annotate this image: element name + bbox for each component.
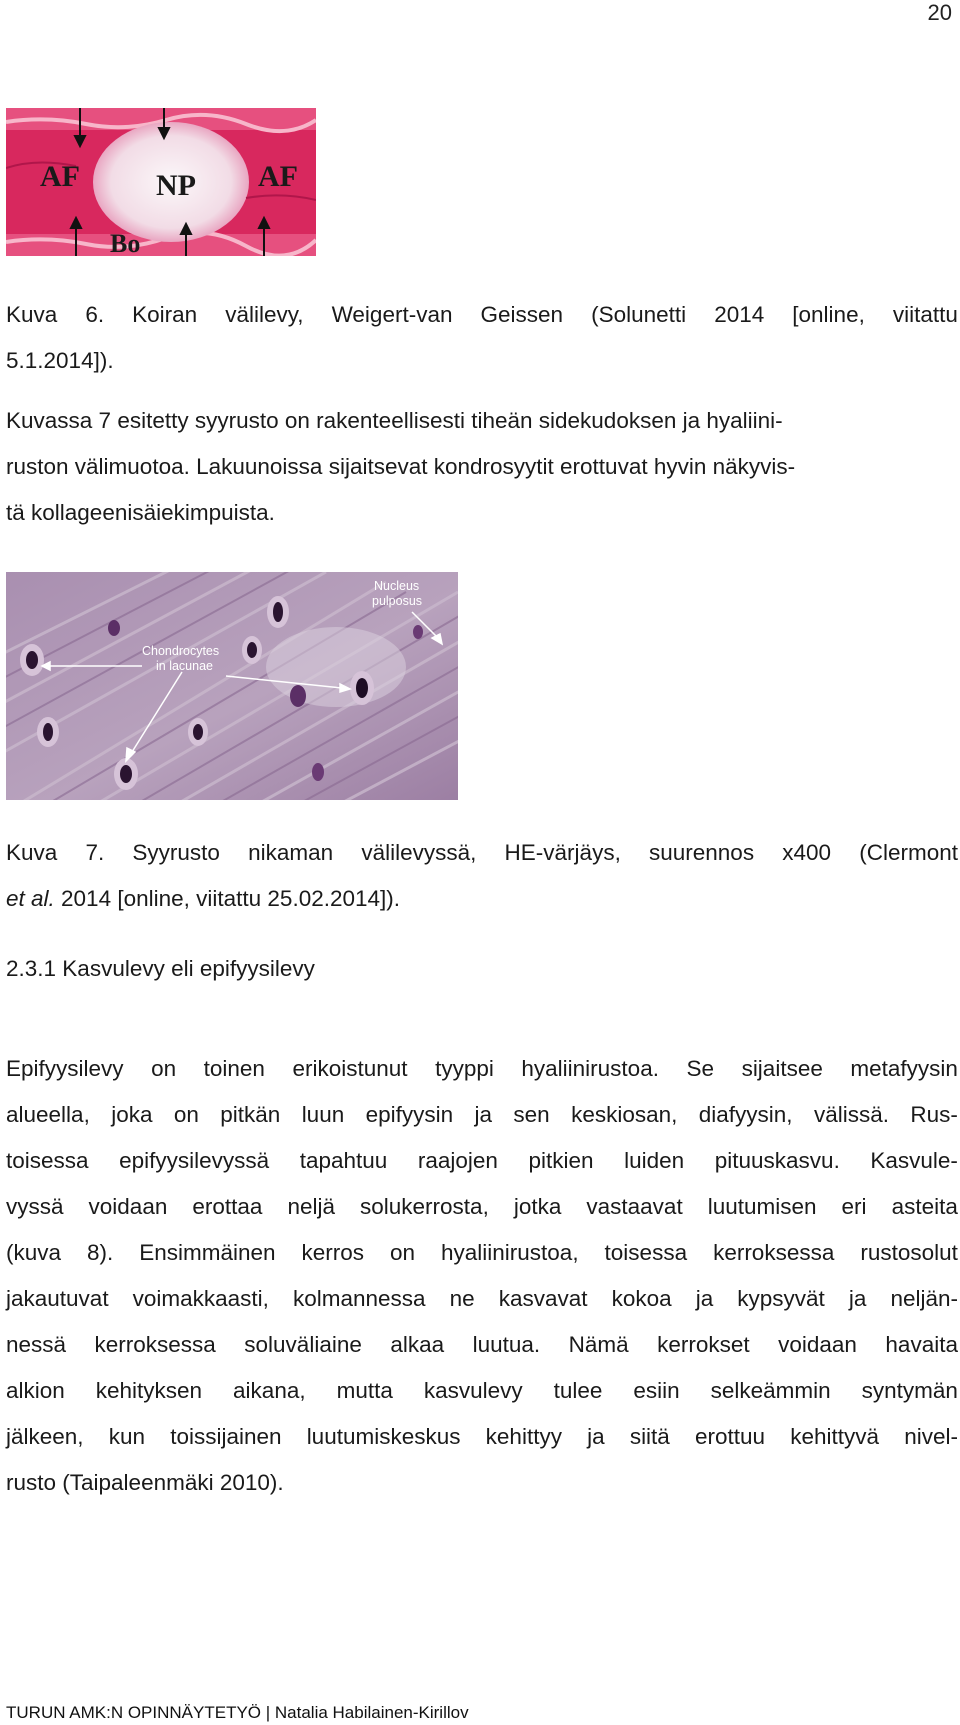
word: rustosolut	[860, 1240, 958, 1265]
word: kokoa	[611, 1286, 672, 1311]
word: (Solunetti	[591, 302, 687, 327]
word: Se	[686, 1056, 715, 1081]
word: siitä	[629, 1424, 670, 1449]
paragraph-line: tä kollageenisäiekimpuista.	[6, 500, 275, 525]
label-bo: Bo	[110, 229, 141, 256]
word: luutua.	[472, 1332, 541, 1357]
word: x400	[782, 840, 832, 865]
word: toinen	[203, 1056, 265, 1081]
word: Rus-	[910, 1102, 958, 1127]
word: välissä.	[813, 1102, 889, 1127]
label-np: NP	[156, 169, 196, 202]
word: erottuu	[695, 1424, 766, 1449]
word: voidaan	[778, 1332, 857, 1357]
section-heading: 2.3.1 Kasvulevy eli epifyysilevy	[6, 956, 315, 981]
word: selkeämmin	[710, 1378, 831, 1403]
word: luiden	[624, 1148, 685, 1173]
word: eri	[841, 1194, 867, 1219]
paragraph-line: rusto (Taipaleenmäki 2010).	[6, 1470, 284, 1495]
word: vastaavat	[586, 1194, 683, 1219]
paragraph-line	[6, 1046, 958, 1092]
word: toissijainen	[170, 1424, 282, 1449]
word: sijaitsee	[741, 1056, 823, 1081]
word: ja	[474, 1102, 493, 1127]
word: kerroksessa	[713, 1240, 835, 1265]
caption-line	[6, 830, 958, 876]
word: kasvulevy	[423, 1378, 523, 1403]
figure-6-image	[6, 108, 316, 256]
word: kerrokset	[657, 1332, 750, 1357]
word: Epifyysilevy	[6, 1056, 124, 1081]
word: toisessa	[6, 1148, 89, 1173]
word: HE-värjäys,	[504, 840, 621, 865]
word: jälkeen,	[6, 1424, 84, 1449]
label-nucleus-2: pulposus	[372, 594, 423, 608]
word: Kuva	[6, 840, 58, 865]
word: tulee	[553, 1378, 603, 1403]
word: pitkän	[220, 1102, 281, 1127]
word: neljän-	[890, 1286, 958, 1311]
word: neljä	[287, 1194, 335, 1219]
footer: TURUN AMK:N OPINNÄYTETYÖ | Natalia Habilainen-Kirillov	[6, 1703, 469, 1722]
label-af-right: AF	[258, 160, 298, 193]
word: [online,	[792, 302, 865, 327]
word: aikana,	[233, 1378, 306, 1403]
word: soluväliaine	[244, 1332, 362, 1357]
word: kerroksessa	[94, 1332, 216, 1357]
word: luutumisen	[707, 1194, 817, 1219]
word: toisessa	[604, 1240, 688, 1265]
paragraph-line	[6, 1368, 958, 1414]
label-chondro-2: in lacunae	[156, 659, 213, 673]
word: epifyysin	[365, 1102, 454, 1127]
word: kehittyy	[485, 1424, 562, 1449]
word: kolmannessa	[293, 1286, 426, 1311]
word: ne	[449, 1286, 475, 1311]
word: mutta	[336, 1378, 393, 1403]
word: Geissen	[480, 302, 564, 327]
word: havaita	[885, 1332, 958, 1357]
word: (kuva	[6, 1240, 62, 1265]
figure-7-image	[6, 572, 458, 800]
word: asteita	[891, 1194, 958, 1219]
word: jakautuvat	[6, 1286, 109, 1311]
word: erottaa	[192, 1194, 263, 1219]
word: hyaliinirustoa,	[441, 1240, 579, 1265]
word: solukerrosta,	[360, 1194, 489, 1219]
label-af-left: AF	[40, 160, 80, 193]
label-chondro-1: Chondrocytes	[142, 644, 220, 658]
word: Kasvule-	[870, 1148, 958, 1173]
word: voidaan	[88, 1194, 168, 1219]
word: tapahtuu	[299, 1148, 388, 1173]
word: kasvavat	[498, 1286, 588, 1311]
word: ja	[848, 1286, 867, 1311]
word: alkaa	[390, 1332, 445, 1357]
word: Kuva	[6, 302, 58, 327]
paragraph-line	[6, 1184, 958, 1230]
word: Nämä	[568, 1332, 629, 1357]
word: Weigert-van	[331, 302, 453, 327]
word: raajojen	[417, 1148, 498, 1173]
paragraph-line	[6, 1276, 958, 1322]
word: välilevyssä,	[361, 840, 477, 865]
paragraph-line	[6, 1322, 958, 1368]
paragraph-line	[6, 1138, 958, 1184]
word: metafyysin	[850, 1056, 958, 1081]
paragraph-line: Kuvassa 7 esitetty syyrusto on rakenteellisesti tiheän sidekudoksen ja hyaliini-	[6, 408, 783, 433]
word: vyssä	[6, 1194, 64, 1219]
paragraph-line	[6, 1092, 958, 1138]
word: viitattu	[892, 302, 958, 327]
caption-line	[6, 292, 958, 338]
figure-6-caption	[6, 292, 958, 384]
paragraph-line	[6, 1230, 958, 1276]
paragraph-line: ruston välimuotoa. Lakuunoissa sijaitsevat kondrosyytit erottuvat hyvin näkyvis-	[6, 454, 796, 479]
word: ja	[587, 1424, 605, 1449]
word: (Clermont	[859, 840, 958, 865]
word: nessä	[6, 1332, 67, 1357]
label-nucleus-1: Nucleus	[374, 579, 420, 593]
word: suurennos	[649, 840, 755, 865]
word: keskiosan,	[571, 1102, 678, 1127]
caption-line: 5.1.2014]).	[6, 348, 114, 373]
word: Ensimmäinen	[139, 1240, 276, 1265]
word: 8).	[87, 1240, 114, 1265]
word: jotka	[513, 1194, 562, 1219]
word: on	[390, 1240, 416, 1265]
et-al-italic: et al.	[6, 886, 55, 911]
page-number: 20	[927, 0, 952, 25]
word: alueella,	[6, 1102, 90, 1127]
word: erikoistunut	[292, 1056, 408, 1081]
word: joka	[111, 1102, 153, 1127]
word: alkion	[6, 1378, 65, 1403]
word: kehittyvä	[790, 1424, 880, 1449]
word: kypsyvät	[737, 1286, 825, 1311]
word: nikaman	[248, 840, 334, 865]
word: nivel-	[904, 1424, 958, 1449]
word: 2014	[714, 302, 765, 327]
word: sen	[513, 1102, 550, 1127]
word: luutumiskeskus	[306, 1424, 461, 1449]
word: on	[151, 1056, 177, 1081]
word: voimakkaasti,	[132, 1286, 269, 1311]
word: pitkien	[528, 1148, 594, 1173]
word: kun	[108, 1424, 146, 1449]
word: kehityksen	[95, 1378, 203, 1403]
word: tyyppi	[435, 1056, 494, 1081]
word: ja	[695, 1286, 714, 1311]
word: esiin	[633, 1378, 680, 1403]
word: 7.	[85, 840, 105, 865]
word: epifyysilevyssä	[119, 1148, 270, 1173]
paragraph-1	[6, 398, 958, 536]
word: 6.	[85, 302, 105, 327]
word: kerros	[301, 1240, 365, 1265]
word: Koiran	[132, 302, 198, 327]
paragraph-2	[6, 1046, 958, 1506]
word: diafyysin,	[698, 1102, 793, 1127]
word: syntymän	[861, 1378, 958, 1403]
word: pituuskasvu.	[714, 1148, 840, 1173]
word: hyaliinirustoa.	[521, 1056, 659, 1081]
word: on	[173, 1102, 199, 1127]
word: Syyrusto	[132, 840, 220, 865]
word: luun	[301, 1102, 345, 1127]
word: välilevy,	[225, 302, 304, 327]
figure-7-caption	[6, 830, 958, 922]
paragraph-line	[6, 1414, 958, 1460]
caption-line: et al. 2014 [online, viitattu 25.02.2014]).	[6, 886, 401, 911]
